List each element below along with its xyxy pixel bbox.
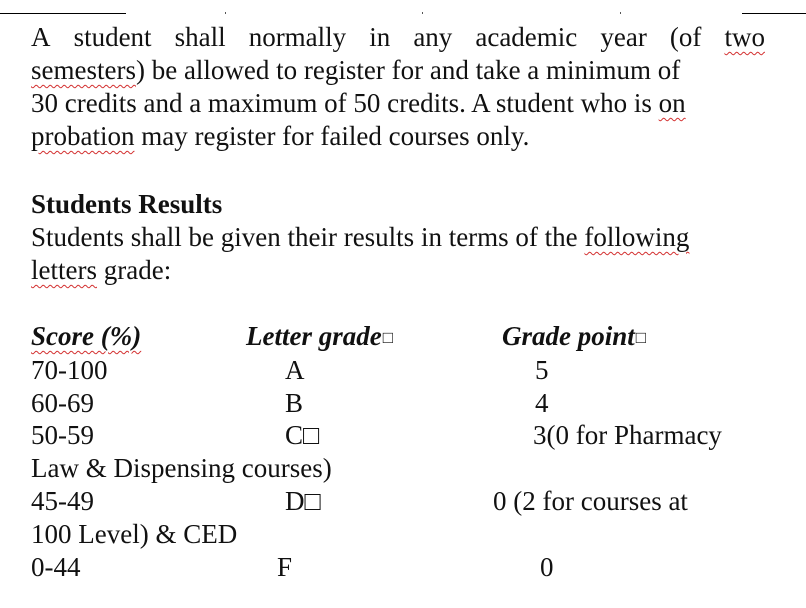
row-letter: F [277,552,293,582]
word: academic [475,22,578,52]
section-text: Students shall be given their results in terms of the [31,222,585,252]
word: shall [174,22,226,52]
spelling-flagged-word[interactable]: semesters [31,55,136,85]
row-point: 3(0 for Pharmacy [533,420,722,450]
checkbox-glyph-icon: □ [635,328,647,347]
spelling-flagged-word[interactable]: on [658,88,686,118]
header-letter-grade-label: Letter grade [246,321,382,351]
word: in [369,22,391,52]
top-rule-right [742,13,806,14]
top-tick-1 [225,12,226,14]
row-letter: C□ [285,420,320,450]
paragraph-line-1 [31,21,765,53]
top-tick-2 [422,12,423,14]
word: normally [248,22,347,52]
header-score [31,320,141,352]
row-score: 60-69 [31,388,94,418]
row-score: 0-44 [31,552,81,582]
section-text: grade: [96,255,172,285]
word: student [73,22,152,52]
section-line-2 [31,254,171,286]
top-rule-left [0,13,126,14]
row-point: 0 (2 for courses at [493,486,688,516]
row-point: 0 [540,552,554,582]
row-continuation: 100 Level) & CED [31,519,238,549]
header-grade-point-label: Grade point [502,321,635,351]
word: year [600,22,647,52]
row-score: 45-49 [31,486,94,516]
header-letter-grade [246,320,393,354]
row-letter: D□ [285,486,321,516]
section-heading: Students Results [31,189,223,219]
paragraph-text: ) be allowed to register for and take a minimum of [135,55,681,85]
row-continuation: Law & Dispensing courses) [31,453,332,483]
word: (of [669,22,702,52]
row-letter: A [285,355,305,385]
paragraph-line-3 [31,87,686,119]
row-score: 50-59 [31,420,94,450]
paragraph-text: may register for failed courses only. [134,121,530,151]
spelling-flagged-word[interactable]: following [584,222,690,252]
row-point: 5 [535,355,549,385]
spelling-flagged-word[interactable]: letters [31,255,97,285]
row-score: 70-100 [31,355,108,385]
word: any [413,22,453,52]
checkbox-glyph-icon: □ [382,328,393,347]
paragraph-line-4 [31,120,529,152]
section-line-1 [31,221,689,253]
header-grade-point [502,320,646,354]
paragraph-line-2 [31,54,680,86]
paragraph-text: 30 credits and a maximum of 50 credits. A student who is [31,88,659,118]
spelling-flagged-word[interactable]: two [724,22,765,52]
top-tick-3 [620,12,621,14]
row-letter: B [285,388,304,418]
spelling-flagged-word[interactable]: probation [31,121,135,151]
word: A [31,22,51,52]
row-point: 4 [535,388,549,418]
header-score-label[interactable]: Score (%) [31,321,142,351]
